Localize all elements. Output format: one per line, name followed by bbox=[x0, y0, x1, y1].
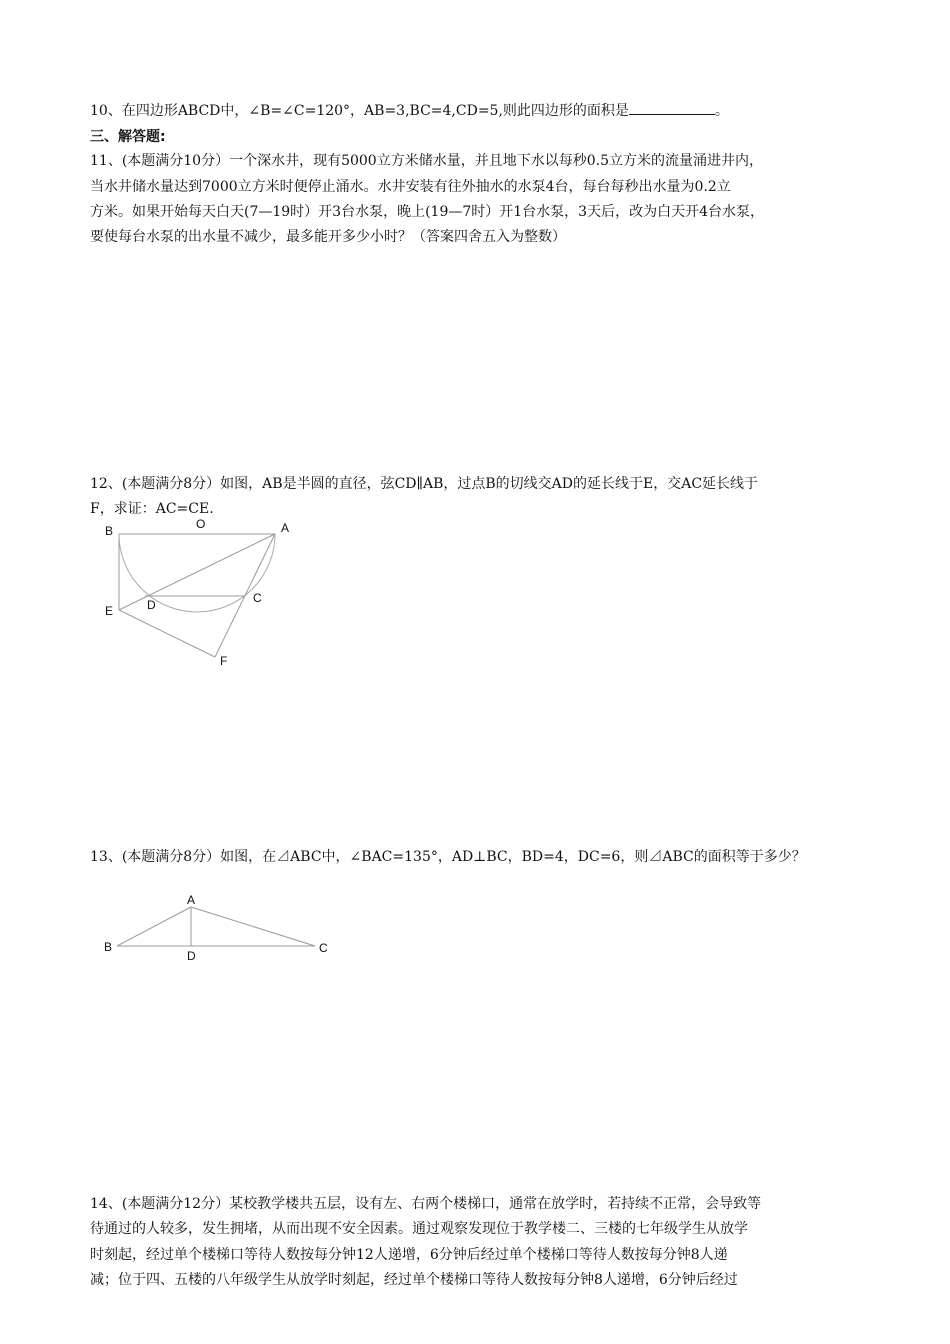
label-d: D bbox=[147, 598, 156, 612]
semicircle-figure bbox=[95, 512, 315, 672]
label-c: C bbox=[319, 941, 328, 955]
label-b: B bbox=[104, 940, 113, 954]
label-a: A bbox=[187, 893, 196, 907]
question-11-line-3: 方米。如果开始每天白天(7—19时）开3台水泵，晚上(19—7时）开1台水泵，3天后，改为白天开4台水泵， bbox=[90, 204, 764, 220]
question-13-line-1: 13、(本题满分8分）如图，在⊿ABC中，∠BAC=135°，AD⊥BC，BD=4，DC=6，则⊿ABC的面积等于多少？ bbox=[90, 849, 806, 865]
label-o: O bbox=[196, 517, 206, 531]
question-14-line-1: 14、(本题满分12分）某校教学楼共五层，设有左、右两个楼梯口，通常在放学时，若持续不正常，会导致等 bbox=[90, 1196, 762, 1212]
label-d: D bbox=[187, 949, 196, 963]
segment-ab bbox=[117, 907, 191, 946]
question-14-line-3: 时刻起，经过单个楼梯口等待人数按每分钟12人递增，6分钟后经过单个楼梯口等待人数按每分钟8人递 bbox=[90, 1247, 728, 1263]
segment-ef bbox=[119, 610, 215, 657]
question-11-line-1: 11、(本题满分10分）一个深水井，现有5000立方米储水量，并且地下水以每秒0.5立方米的流量涌进井内， bbox=[90, 153, 763, 169]
question-10-tail: 。 bbox=[714, 103, 729, 119]
question-10-text: 10、在四边形ABCD中，∠B=∠C=120°，AB=3,BC=4,CD=5,则此四边形的面积是 bbox=[90, 103, 629, 119]
question-14-line-4: 减；位于四、五楼的八年级学生从放学时刻起，经过单个楼梯口等待人数按每分钟8人递增，6分钟后经过 bbox=[90, 1272, 738, 1288]
label-b: B bbox=[105, 524, 114, 538]
segment-ae bbox=[119, 534, 275, 610]
question-10 bbox=[90, 102, 729, 120]
question-14-line-2: 待通过的人较多，发生拥堵，从而出现不安全因素。通过观察发现位于教学楼二、三楼的七年级学生从放学 bbox=[90, 1221, 748, 1237]
triangle-figure bbox=[95, 888, 345, 968]
section-heading: 三、解答题: bbox=[90, 129, 166, 145]
label-f: F bbox=[220, 654, 228, 668]
question-12-line-1: 12、(本题满分8分）如图，AB是半圆的直径，弦CD∥AB，过点B的切线交AD的延长线于E，交AC延长线于 bbox=[90, 476, 759, 492]
question-11-line-2: 当水井储水量达到7000立方米时便停止涌水。水井安装有往外抽水的水泵4台，每台每秒出水量为0.2立 bbox=[90, 179, 731, 195]
question-11-line-4: 要使每台水泵的出水量不减少，最多能开多少小时？（答案四舍五入为整数） bbox=[90, 229, 566, 245]
label-a: A bbox=[281, 521, 290, 535]
label-e: E bbox=[105, 604, 114, 618]
label-c: C bbox=[253, 591, 262, 605]
question-12-line-2: F，求证：AC=CE. bbox=[90, 501, 214, 517]
segment-ac bbox=[191, 907, 315, 946]
answer-blank[interactable] bbox=[629, 102, 715, 115]
